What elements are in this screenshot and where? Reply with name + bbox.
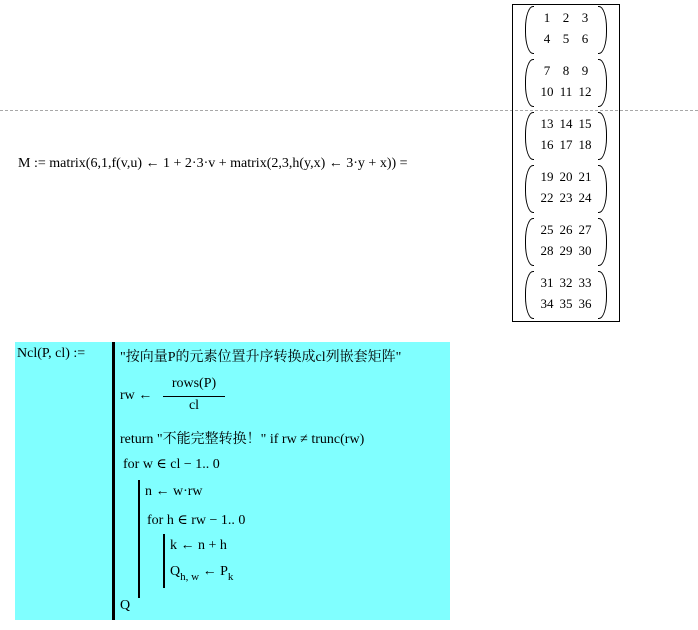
matrix-cell: 8 [562, 63, 570, 78]
matrix-cell: 9 [581, 63, 589, 78]
program-rw-fraction [163, 376, 225, 414]
matrix-cell: 27 [578, 222, 592, 237]
right-paren [598, 112, 607, 160]
matrix-cell: 35 [559, 296, 573, 311]
matrix-cell: 1 [543, 10, 551, 25]
matrix-cell: 32 [559, 275, 573, 290]
matrix-cell: 17 [559, 137, 573, 152]
matrix-cell: 24 [578, 190, 592, 205]
matrix-cell: 20 [559, 169, 573, 184]
right-paren [598, 6, 607, 54]
equals-operator: = [399, 156, 408, 171]
right-paren [598, 165, 607, 213]
matrix-cell: 22 [540, 190, 554, 205]
program-rw-lhs: rw ← [120, 388, 153, 403]
matrix-cell: 28 [540, 243, 554, 258]
matrix-cell: 12 [578, 84, 592, 99]
matrix-cell: 31 [540, 275, 554, 290]
matrix-cell: 16 [540, 137, 554, 152]
right-paren [598, 59, 607, 107]
matrix-cell: 3 [581, 10, 589, 25]
matrix-cell: 2 [562, 10, 570, 25]
program-k-line: k ← n + h [170, 538, 227, 553]
ncl-program-region[interactable] [15, 342, 450, 620]
right-paren [598, 218, 607, 266]
program-return-line: return "不能完整转换！" if rw ≠ trunc(rw) [120, 432, 365, 447]
program-bar-for-h [163, 534, 165, 588]
program-for-h: for h ∈ rw − 1.. 0 [147, 513, 246, 528]
matrix-cell: 36 [578, 296, 592, 311]
program-for-w: for w ∈ cl − 1.. 0 [123, 457, 220, 472]
result-nested-matrix[interactable] [512, 4, 620, 322]
matrix-cell: 30 [578, 243, 592, 258]
matrix-cell: 7 [543, 63, 551, 78]
program-name: Ncl(P, cl) := [17, 346, 86, 361]
matrix-cell: 14 [559, 116, 573, 131]
program-return-q: Q [120, 598, 131, 613]
left-paren [525, 112, 534, 160]
matrix-cell: 15 [578, 116, 592, 131]
result-block [525, 218, 607, 264]
result-block [525, 6, 607, 52]
left-paren [525, 6, 534, 54]
definition-lhs: M [18, 156, 31, 171]
left-paren [525, 218, 534, 266]
program-bar-outer [112, 342, 115, 620]
matrix-definition[interactable] [18, 156, 408, 172]
matrix-cell: 4 [543, 31, 551, 46]
matrix-cell: 6 [581, 31, 589, 46]
matrix-cell: 29 [559, 243, 573, 258]
fraction-denominator: cl [188, 398, 200, 413]
result-block [525, 271, 607, 317]
matrix-cell: 33 [578, 275, 592, 290]
left-paren [525, 271, 534, 319]
matrix-cell: 5 [562, 31, 570, 46]
matrix-cell: 25 [540, 222, 554, 237]
matrix-cell: 23 [559, 190, 573, 205]
left-paren [525, 165, 534, 213]
result-block [525, 112, 607, 158]
matrix-cell: 34 [540, 296, 554, 311]
matrix-cell: 18 [578, 137, 592, 152]
result-block [525, 59, 607, 105]
result-block [525, 165, 607, 211]
program-q-line: $Q_{h, w}$ ← $P_k$ [170, 564, 234, 583]
matrix-cell: 13 [540, 116, 554, 131]
matrix-cell: 26 [559, 222, 573, 237]
program-n-line: n ← w·rw [145, 484, 203, 499]
program-bar-for-w [138, 480, 140, 598]
matrix-cell: 11 [559, 84, 573, 99]
matrix-cell: 21 [578, 169, 592, 184]
assign-operator: := [33, 156, 46, 171]
program-comment: "按向量P的元素位置升序转换成cl列嵌套矩阵" [120, 350, 402, 365]
matrix-cell: 10 [540, 84, 554, 99]
fraction-numerator: rows(P) [171, 376, 217, 391]
fraction-bar [163, 396, 225, 397]
definition-rhs: matrix(6,1,f(v,u) ← 1 + 2·3·v + matrix(2,3,h(y,x) ← 3·y + x)) [49, 156, 397, 171]
matrix-cell: 19 [540, 169, 554, 184]
right-paren [598, 271, 607, 319]
left-paren [525, 59, 534, 107]
